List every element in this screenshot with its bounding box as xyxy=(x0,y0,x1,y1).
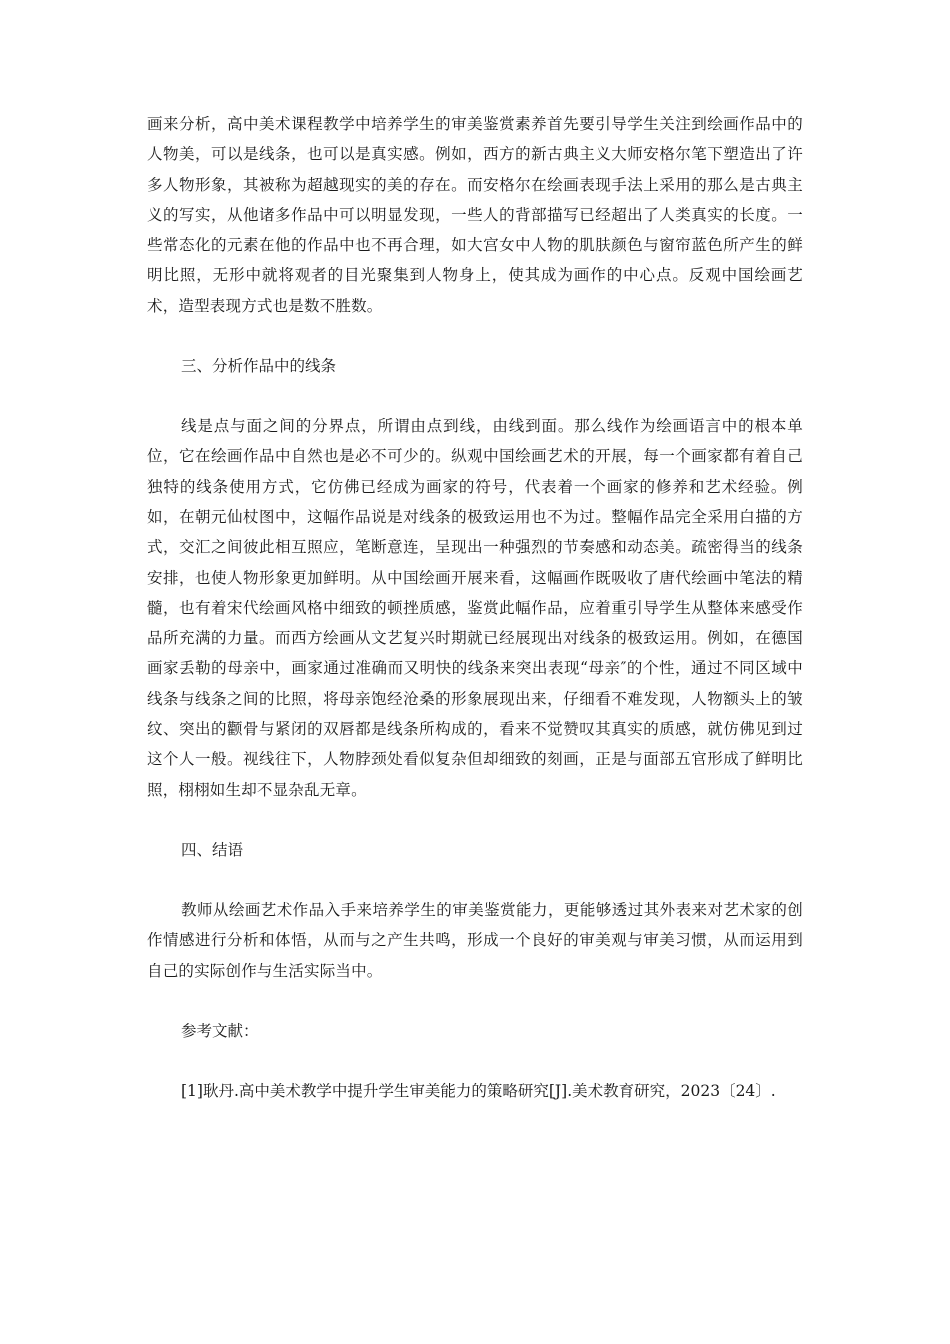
spacer xyxy=(147,381,803,411)
spacer xyxy=(147,321,803,351)
section-heading-lines: 三、分析作品中的线条 xyxy=(181,357,337,376)
spacer xyxy=(147,805,803,835)
spacer xyxy=(147,865,803,895)
section-heading-conclusion: 四、结语 xyxy=(181,840,244,859)
intro-paragraph: 画来分析，高中美术课程教学中培养学生的审美鉴赏素养首先要引导学生关注到绘画作品中的人物美，可以是线条，也可以是真实感。例如，西方的新古典主义大师安格尔笔下塑造出了许多人物形象，其被称为超越现实的美的存在。而安格尔在绘画表现手法上采用的那么是古典主义的写实，从他诸多作品中可以明显发现，一些人的背部描写已经超出了人类真实的长度。一些常态化的元素在他的作品中也不再合理，如大宫女中人物的肌肤颜色与窗帘蓝色所产生的鲜明比照，无形中就将观者的目光聚集到人物身上，使其成为画作的中心点。反观中国绘画艺术，造型表现方式也是数不胜数。 xyxy=(147,115,803,315)
document-page xyxy=(147,109,803,1106)
spacer xyxy=(147,986,803,1016)
reference-item: [1]耿丹.高中美术教学中提升学生审美能力的策略研究[J].美术教育研究，2023〔24〕. xyxy=(181,1081,776,1100)
section-paragraph-lines: 线是点与面之间的分界点，所谓由点到线，由线到面。那么线作为绘画语言中的根本单位，它在绘画作品中自然也是必不可少的。纵观中国绘画艺术的开展，每一个画家都有着自己独特的线条使用方式，它仿佛已经成为画家的符号，代表着一个画家的修养和艺术经验。例如，在朝元仙杖图中，这幅作品说是对线条的极致运用也不为过。整幅作品完全采用白描的方式，交汇之间彼此相互照应，笔断意连，呈现出一种强烈的节奏感和动态美。疏密得当的线条安排，也使人物形象更加鲜明。从中国绘画开展来看，这幅画作既吸收了唐代绘画中笔法的精髓，也有着宋代绘画风格中细致的顿挫质感，鉴赏此幅作品，应着重引导学生从整体来感受作品所充满的力量。而西方绘画从文艺复兴时期就已经展现出对线条的极致运用。例如，在德国画家丢勒的母亲中，画家通过准确而又明快的线条来突出表现“母亲″的个性，通过不同区域中线条与线条之间的比照，将母亲饱经沧桑的形象展现出来，仔细看不难发现，人物额头上的皱纹、突出的颧骨与紧闭的双唇都是线条所构成的，看来不觉赞叹其真实的质感，就仿佛见到过这个人一般。视线往下，人物脖颈处看似复杂但却细致的刻画，正是与面部五官形成了鲜明比照，栩栩如生却不显杂乱无章。 xyxy=(147,417,803,799)
spacer xyxy=(147,1046,803,1076)
section-paragraph-conclusion: 教师从绘画艺术作品入手来培养学生的审美鉴赏能力，更能够透过其外表来对艺术家的创作情感进行分析和体悟，从而与之产生共鸣，形成一个良好的审美观与审美习惯，从而运用到自己的实际创作与生活实际当中。 xyxy=(147,900,803,980)
references-heading: 参考文献： xyxy=(181,1021,259,1040)
